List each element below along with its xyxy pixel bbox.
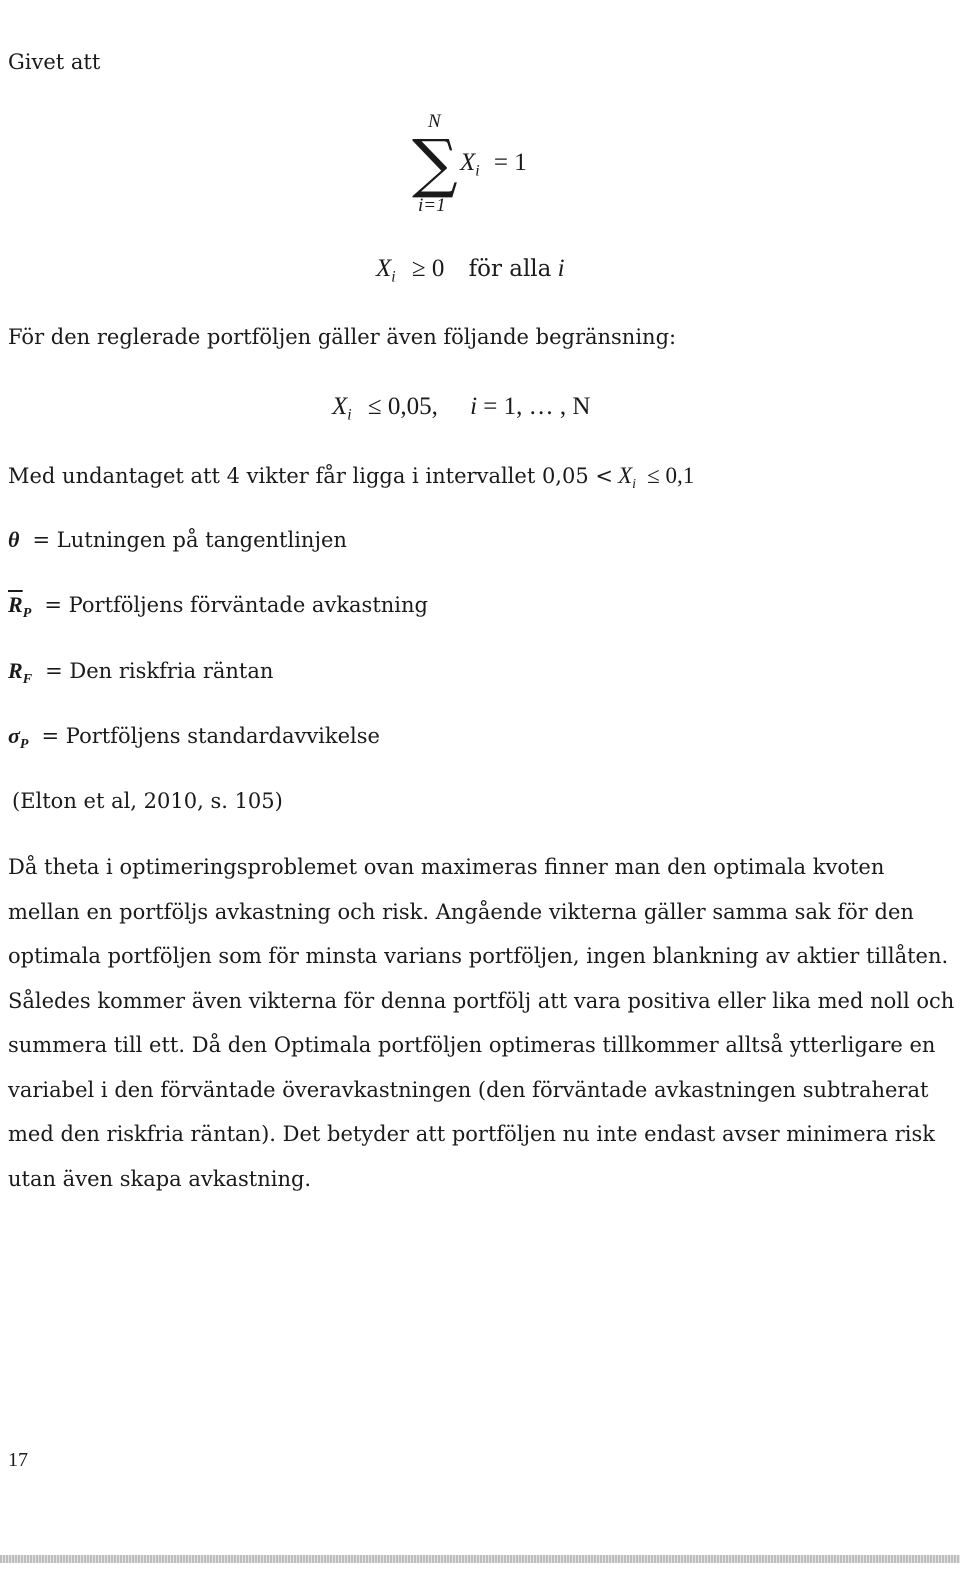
nonneg-text: för alla (468, 256, 552, 282)
sigma-p-symbol: σ (8, 723, 20, 748)
nonneg-rel: ≥ 0 (411, 255, 445, 282)
rp-definition: = Portföljens förväntade avkastning (44, 593, 428, 617)
sum-body-var: X (460, 149, 476, 176)
cap-range: = 1, … , N (483, 393, 591, 420)
page-number: 17 (8, 1449, 28, 1471)
definition-rp (8, 594, 428, 621)
cap-sub: i (347, 406, 352, 424)
theta-definition: = Lutningen på tangentlinjen (32, 528, 347, 552)
body-paragraph (8, 845, 958, 1201)
rp-sub: P (22, 605, 32, 621)
exception-line (8, 464, 694, 492)
nonneg-var: X (376, 255, 392, 282)
cap-rel: ≤ 0,05, (367, 393, 438, 420)
sum-symbol: ∑ (412, 127, 458, 201)
rp-symbol: $\overline{R}$ (8, 592, 23, 617)
paragraph-sentence-3: Då den Optimala portföljen optimeras tillkommer alltså ytterligare en variabel i den förväntade överavkastningen (den förväntade avkastningen subtraherat med den riskfria räntan). Det betyder att portföljen nu inte endast avser minimera risk utan även skapa avkastning. (8, 1033, 936, 1191)
exception-text: Med undantaget att 4 vikter får ligga i intervallet 0,05 < (8, 464, 613, 488)
cap-index: i (470, 393, 478, 420)
theta-symbol: θ (8, 527, 20, 552)
citation: (Elton et al, 2010, s. 105) (12, 789, 283, 813)
regulated-line: För den reglerade portföljen gäller även följande begränsning: (8, 325, 677, 349)
rf-sub: F (22, 671, 33, 687)
definition-rf (8, 660, 273, 687)
sigma-p-sub: P (19, 736, 29, 752)
rf-definition: = Den riskfria räntan (45, 659, 274, 683)
paragraph-sentence-1: Då theta i optimeringsproblemet ovan maximeras finner man den optimala kvoten mellan en portföljs avkastning och risk. (8, 855, 885, 924)
definition-sigma (8, 725, 380, 752)
footer-rule (0, 1555, 960, 1563)
intro-text: Givet att (8, 50, 101, 74)
sum-lower-limit: i=1 (418, 195, 446, 216)
sum-body (460, 149, 527, 180)
sigma-p-definition: = Portföljens standardavvikelse (41, 724, 380, 748)
exception-sub: i (632, 476, 637, 492)
nonneg-sub: i (391, 268, 396, 286)
sum-body-sub: i (475, 162, 480, 180)
nonneg-equation (376, 255, 565, 286)
definition-theta (8, 529, 347, 551)
cap-var: X (332, 393, 348, 420)
sum-rhs: = 1 (493, 149, 527, 176)
paragraph-sentence-2: Angående vikterna gäller samma sak för den optimala portföljen som för minsta varians portföljen, ingen blankning av aktier tillåten. Således kommer även vikterna för denna portfölj att vara positiva eller lika med noll och summera till ett. (8, 899, 955, 1057)
sum-upper-limit: N (428, 111, 441, 132)
exception-var: X (618, 463, 633, 488)
cap-equation (332, 393, 591, 424)
exception-rhs: ≤ 0,1 (647, 463, 695, 488)
rf-symbol: R (8, 658, 23, 683)
nonneg-index: i (557, 255, 565, 282)
